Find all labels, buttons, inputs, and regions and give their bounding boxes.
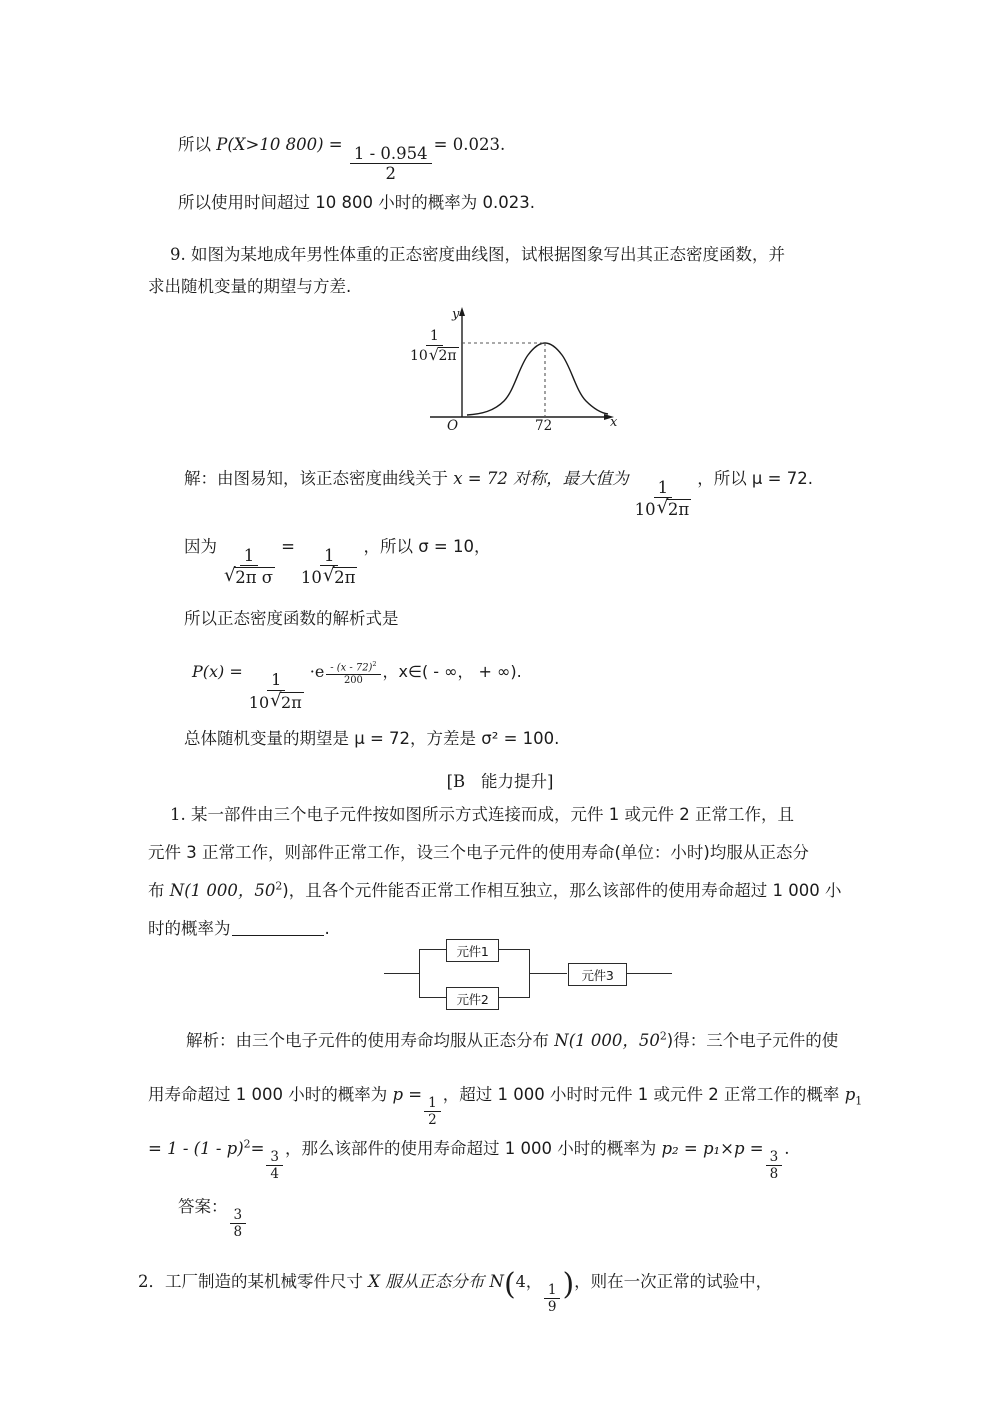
fraction-numerator: 3 [230,1208,247,1224]
exponent-numerator-text: - (x - 72) [330,661,373,673]
component-box-3: 元件3 [568,963,627,986]
fraction-denominator: 200 [343,675,363,687]
wire-bottom-branch-out [496,997,530,998]
fraction-denominator [219,566,279,589]
solution-9-sigma-fraction-right [297,547,362,589]
normal-density-curve-figure [404,305,634,438]
formula-lhs: P(x) = [192,662,243,681]
problem-b1-line-1 [170,802,794,828]
problem-b1-line-2: 元件 3 正常工作，则部件正常工作，设三个电子元件的使用寿命(单位：小时)均服从正态分 [148,843,809,862]
formula-coefficient-fraction [245,672,308,713]
solution-b1-line3-expr: = 1 - (1 - p) [148,1139,244,1158]
section-b-close: ] [546,772,554,791]
fraction-denominator: 2 [428,1111,437,1128]
problem-b2-variance-fraction [544,1283,561,1314]
equals-sign: = [250,1139,265,1158]
solution-b1-answer [178,1194,248,1239]
solution-b1-distribution: N(1 000，50 [554,1031,660,1050]
solution-9-symmetry: x = 72 对称，最大值为 [453,469,629,488]
problem-b1-distribution: N(1 000，50 [169,881,276,900]
radical-sign: √ [322,565,335,587]
problem-b1-text-c: )，且各个元件能否正常工作相互独立，那么该部件的使用寿命超过 1 000 小 [282,881,842,900]
fraction-numerator: 1 [424,1096,441,1112]
paren-open-large: ( [503,1267,516,1302]
problem-b1-variance-power: 2 [275,879,283,893]
problem-b1-line-4 [148,916,330,942]
fraction-numerator: 1 [267,672,285,691]
fraction-numerator: 1 [240,547,259,566]
problem-9-line-1 [170,242,785,268]
fraction-numerator [326,661,380,676]
problem-b2-text-c: ，则在一次正常的试验中， [574,1272,773,1291]
solution-b1-line2-text-a: 用寿命超过 1 000 小时的概率为 [148,1085,393,1104]
section-b-title: 能力提升 [480,772,547,791]
fraction-denominator: 2 [385,163,397,183]
fraction-numerator: 3 [266,1150,283,1166]
solution-9-text-c: ，所以 μ = 72. [697,469,813,488]
fraction-denominator [631,498,696,521]
fraction-denominator [406,346,463,366]
solution-b1-text-a: 解析：由三个电子元件的使用寿命均服从正态分布 [186,1031,555,1050]
problem-b2-text-a: 工厂制造的某机械零件尺寸 [165,1272,369,1291]
fraction-denominator [297,566,362,589]
fraction-denominator: 9 [547,1298,557,1315]
solution-9-line-2 [184,534,490,589]
probability-p2-fraction [766,1150,783,1181]
radicand: 2π [438,347,457,364]
fraction-numerator: 1 [320,547,339,566]
component-box-2: 元件2 [446,987,499,1010]
fraction-denominator: 8 [769,1165,779,1182]
probability-p-fraction [424,1096,441,1127]
problem-b1-period: . [324,919,330,938]
section-b-header [0,768,1000,792]
solution-b1-line2-text-b: ，超过 1 000 小时时元件 1 或元件 2 正常工作的概率 [442,1085,845,1104]
prev-solution-fraction [350,145,432,183]
answer-fraction [230,1208,247,1239]
problem-b2-mean: 4， [515,1272,542,1291]
wire-left-bus [419,949,420,997]
origin-label: O [447,418,459,434]
solution-9-sigma-fraction-left [219,547,279,589]
fraction-numerator: 1 - 0.954 [350,145,432,164]
fraction-denominator: 8 [233,1223,243,1240]
sqrt-radical [224,567,275,589]
formula-exponent-fraction [326,661,380,687]
x-axis-label: x [610,415,618,430]
prev-solution-prefix: 所以 [178,135,217,154]
fraction-numerator: 1 [426,329,443,346]
solution-b1-line-1 [186,1028,838,1054]
problem-9-text-line-1: 如图为某地成年男性体重的正态密度曲线图，试根据图象写出其正态密度函数，并 [191,245,785,264]
fraction-numerator: 3 [766,1150,783,1166]
sqrt-radical [323,567,358,589]
solution-9-because: 因为 [184,537,217,556]
solution-9-max-fraction [631,479,696,521]
prev-solution-line-1 [178,132,505,182]
solution-b1-line3-period: . [784,1139,790,1158]
denominator-prefix: 10 [300,567,322,587]
solution-b1-line-3 [148,1136,789,1181]
solution-9-text-a: 解：由图易知，该正态密度曲线关于 [184,469,454,488]
radical-sign: √ [270,690,282,712]
denominator-prefix: 10 [248,693,270,713]
x-tick-label-72: 72 [535,418,553,434]
probability-p1-label: p [844,1085,856,1104]
denominator-prefix: 10 [410,347,428,364]
problem-b2-variable: X 服从正态分布 [368,1272,490,1291]
wire-left-lead [384,973,420,974]
wire-top-branch-in [419,949,447,950]
density-function-formula [192,660,522,713]
problem-b1-line-3 [148,878,841,904]
solution-9-line-4: 总体随机变量的期望是 μ = 72，方差是 σ² = 100. [184,729,560,748]
section-b-open: [B [446,772,466,791]
formula-domain: ，x∈( - ∞， + ∞). [382,662,522,681]
solution-b1-text-c: )得：三个电子元件的使 [666,1031,839,1050]
problem-9-number: 9. [170,245,186,264]
solution-b1-line-2 [148,1082,862,1127]
solution-9-line-3: 所以正态密度函数的解析式是 [184,609,399,628]
wire-bottom-branch-in [419,997,447,998]
solution-b1-variance-power: 2 [659,1029,667,1043]
paren-close-large: ) [562,1267,575,1302]
equals-sign: = [281,537,295,556]
sqrt-radical [270,692,304,713]
radicand: 2π σ [235,567,274,587]
exponent-power: 2 [372,659,377,668]
probability-p1-subscript: 1 [855,1094,863,1108]
radicand: 2π [281,693,302,713]
problem-b1-text-a: 布 [148,881,170,900]
prev-solution-result: = 0.023. [433,135,506,154]
radical-sign: √ [656,497,669,519]
prev-solution-line-2: 所以使用时间超过 10 800 小时的概率为 0.023. [178,193,535,212]
wire-top-branch-out [496,949,530,950]
radical-sign: √ [428,345,439,364]
radicand: 2π [667,499,690,519]
answer-label: 答案： [178,1197,228,1216]
y-axis-label: y [452,307,460,322]
problem-b1-number: 1. [170,805,186,824]
fraction-denominator [245,691,308,713]
prev-solution-probability-expr: P(X>10 800) = [216,135,348,154]
radicand: 2π [334,567,356,587]
problem-9-line-2: 求出随机变量的期望与方差. [148,277,352,296]
wire-right-lead [624,973,672,974]
problem-b2-distribution-symbol: N [489,1272,504,1291]
problem-b1-question-text: 时的概率为 [148,919,231,938]
solution-b1-line3-power: 2 [243,1137,251,1151]
wire-series-link [529,973,567,974]
probability-p2-expression: p₂ = p₁×p = [661,1139,764,1158]
problem-b1-text-line-1: 某一部件由三个电子元件按如图所示方式连接而成，元件 1 或元件 2 正常工作，且 [191,805,794,824]
peak-value-label [404,325,460,365]
solution-9-sigma-conclusion: ，所以 σ = 10， [363,537,491,556]
solution-b1-line3-text-b: ，那么该部件的使用寿命超过 1 000 小时的概率为 [285,1139,662,1158]
problem-b2-line-1 [138,1262,772,1314]
fraction-numerator: 1 [654,479,673,498]
fraction-denominator: 4 [270,1165,279,1182]
probability-p-label: p = [392,1085,423,1104]
probability-p1-fraction [266,1150,283,1181]
answer-blank-field[interactable] [232,935,324,936]
component-box-1: 元件1 [446,939,499,962]
sqrt-radical [429,347,459,366]
problem-b2-number: 2． [138,1272,165,1291]
circuit-diagram-figure [384,938,674,1010]
denominator-prefix: 10 [634,499,656,519]
peak-value-fraction [406,329,463,365]
radical-sign: √ [224,565,236,587]
formula-exponential-base: ·e [309,662,325,681]
fraction-numerator: 1 [544,1283,561,1299]
solution-9-line-1 [184,466,813,521]
sqrt-radical [657,499,692,521]
